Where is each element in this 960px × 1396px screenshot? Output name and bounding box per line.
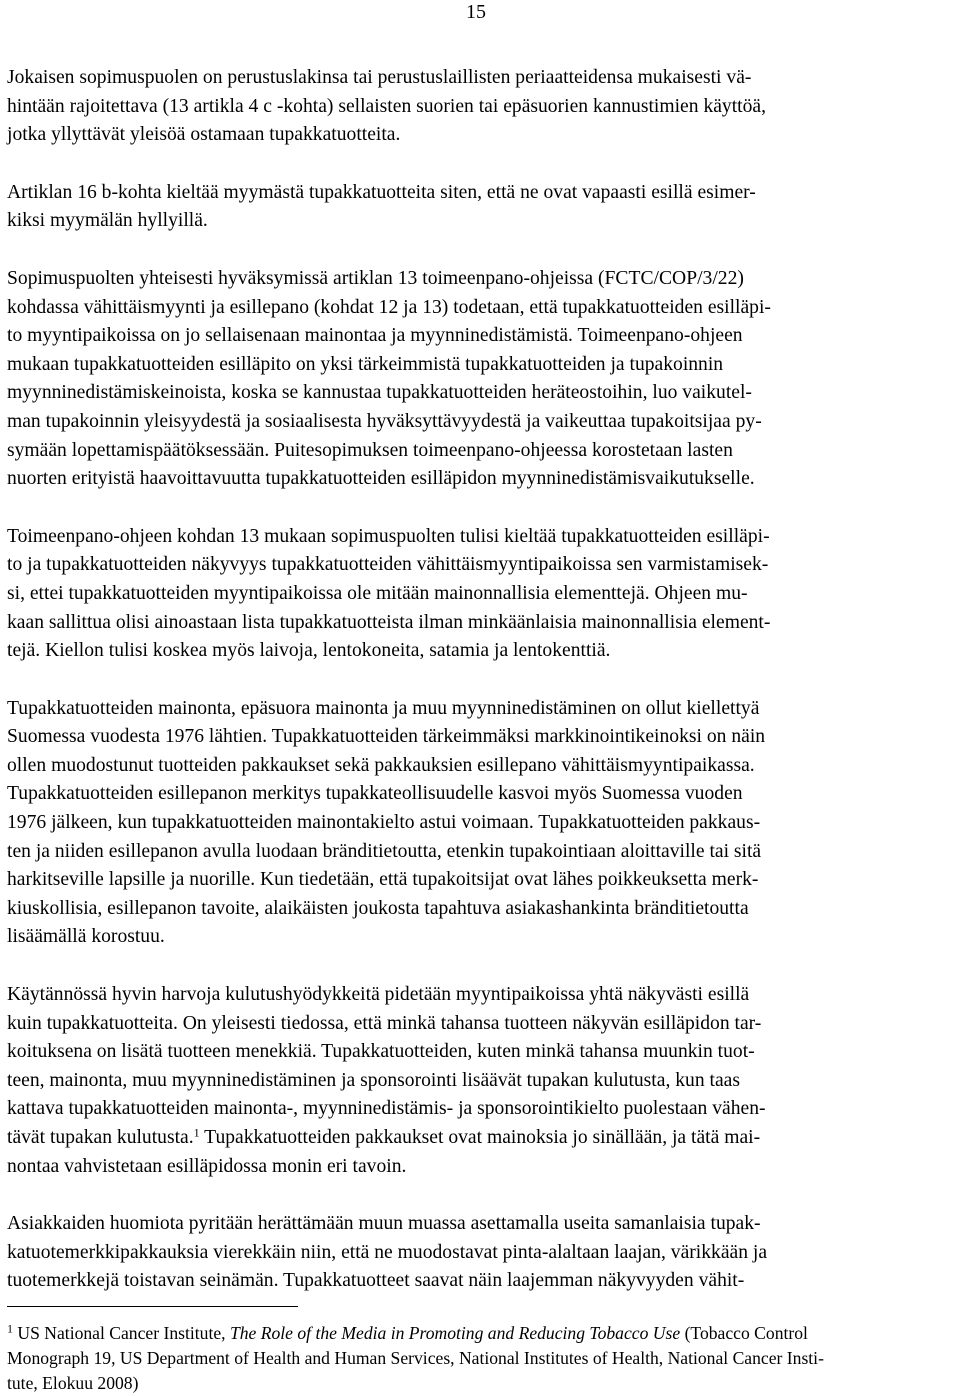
- text-line: kohdassa vähittäismyynti ja esillepano (kohdat 12 ja 13) todetaan, että tupakkatuotteiden esilläpi-: [7, 296, 771, 318]
- footnote-cited-title: The Role of the Media in Promoting and Reducing Tobacco Use: [229, 1323, 681, 1343]
- paragraph-4: [7, 523, 949, 666]
- paragraph-7: [7, 1210, 949, 1296]
- text-segment: tävät tupakan kulutusta.: [7, 1127, 194, 1148]
- text-line: nontaa vahvistetaan esilläpidossa monin eri tavoin.: [7, 1155, 407, 1177]
- text-line: Toimeenpano-ohjeen kohdan 13 mukaan sopimuspuolten tulisi kieltää tupakkatuotteiden esilläpi-: [7, 525, 770, 547]
- text-line: Jokaisen sopimuspuolen on perustuslakinsa tai perustuslaillisten periaatteidensa mukaisesti vä-: [7, 67, 752, 88]
- footnote-reference: 1: [193, 1125, 200, 1140]
- text-line: nuorten erityistä haavoittavuutta tupakkatuotteiden esilläpidon myynninedistämisvaikutukselle.: [7, 468, 755, 490]
- paragraph-1: [7, 64, 949, 150]
- text-line: tejä. Kiellon tulisi koskea myös laivoja, lentokoneita, satamia ja lentokenttiä.: [7, 640, 611, 662]
- text-line: mukaan tupakkatuotteiden esilläpito on yksi tärkeimmistä tupakkatuotteiden ja tupakoinnin: [7, 353, 724, 375]
- paragraph-6: [7, 981, 949, 1181]
- text-segment: Tupakkatuotteiden pakkaukset ovat mainoksia jo sinällään, ja tätä mai-: [199, 1127, 761, 1148]
- footnote-line: Monograph 19, US Department of Health and Human Services, National Institutes of Health, National Cancer Insti-: [7, 1348, 824, 1368]
- text-line: to ja tupakkatuotteiden näkyvyys tupakkatuotteiden vähittäismyyntipaikoissa sen varmistamisek-: [7, 554, 769, 576]
- text-line: koituksena on lisätä tuotteen menekkiä. Tupakkatuotteiden, kuten minkä tahansa muunkin tuot-: [7, 1041, 755, 1063]
- text-line: myynninedistämiskeinoista, koska se kannustaa tupakkatuotteiden heräteostoihin, luo vaikutel-: [7, 382, 752, 404]
- text-line: symään lopettamispäätöksessään. Puitesopimuksen toimeenpano-ohjeessa korostetaan lasten: [7, 439, 733, 461]
- text-line: kiuskollisia, esillepanon tavoite, alaikäisten joukosta tapahtuva asiakashankinta bränditietoutta: [7, 897, 749, 919]
- footnote-line: [7, 1321, 949, 1346]
- text-line: harkitseville lapsille ja nuorille. Kun tiedetään, että tupakoitsijat ovat lähes poikkeuksetta merk-: [7, 869, 759, 891]
- text-line: Suomessa vuodesta 1976 lähtien. Tupakkatuotteiden tärkeimmäksi markkinointikeinoksi on näin: [7, 726, 766, 748]
- text-line-with-note: [7, 1124, 949, 1153]
- text-line: Artiklan 16 b-kohta kieltää myymästä tupakkatuotteita siten, että ne ovat vapaasti esillä esimer-: [7, 181, 756, 203]
- text-line: Asiakkaiden huomiota pyritään herättämään muun muassa asettamalla useita samanlaisia tupak-: [7, 1213, 761, 1235]
- body-text: [7, 64, 949, 1325]
- text-line: man tupakoinnin yleisyydestä ja sosiaalisesta hyväksyttävyydestä ja vaikeuttaa tupakoitsijaa py-: [7, 410, 762, 432]
- text-line: teen, mainonta, muu myynninedistäminen ja sponsorointi lisäävät tupakan kulutusta, kun taas: [7, 1069, 740, 1091]
- text-line: kiksi myymälän hyllyillä.: [7, 210, 208, 232]
- page-number: 15: [466, 1, 486, 23]
- text-line: to myyntipaikoissa on jo sellaisenaan mainontaa ja myynninedistämistä. Toimeenpano-ohjeen: [7, 325, 743, 347]
- paragraph-5: [7, 695, 949, 952]
- footnote: [7, 1321, 949, 1396]
- text-line: ollen muodostunut tuotteiden pakkaukset sekä pakkauksien esillepano vähittäismyyntipaikassa.: [7, 754, 755, 776]
- text-line: tuotemerkkejä toistavan seinämän. Tupakkatuotteet saavat näin laajemman näkyvyyden vähit-: [7, 1270, 745, 1292]
- footnote-line: tute, Elokuu 2008): [7, 1373, 139, 1393]
- footnote-marker: 1: [7, 1321, 13, 1336]
- text-line: kattava tupakkatuotteiden mainonta-, myynninedistämis- ja sponsorointikielto puolestaan vähen-: [7, 1098, 766, 1120]
- text-line: lisäämällä korostuu.: [7, 926, 165, 948]
- text-line: katuotemerkkipakkauksia vierekkäin niin, että ne muodostavat pinta-alaltaan laajan, värikkään ja: [7, 1241, 768, 1263]
- text-line: Käytännössä hyvin harvoja kulutushyödykkeitä pidetään myyntipaikoissa yhtä näkyvästi esillä: [7, 984, 750, 1006]
- text-line: kuin tupakkatuotteita. On yleisesti tiedossa, että minkä tahansa tuotteen näkyvän esilläpidon tar-: [7, 1012, 762, 1034]
- footnote-separator: [7, 1306, 298, 1307]
- text-line: si, ettei tupakkatuotteiden myyntipaikoissa ole mitään mainonnallisia elementtejä. Ohjeen mu-: [7, 582, 748, 604]
- footnote-text: (Tobacco Control: [680, 1323, 808, 1343]
- paragraph-3: [7, 265, 949, 494]
- text-line: Tupakkatuotteiden mainonta, epäsuora mainonta ja muu myynninedistäminen on ollut kiellettyä: [7, 697, 760, 719]
- text-line: kaan sallittua olisi ainoastaan lista tupakkatuotteista ilman minkäänlaisia mainonnallisia element-: [7, 611, 771, 633]
- text-line: hintään rajoitettava (13 artikla 4 c -kohta) sellaisten suorien tai epäsuorien kannustimien käyttöä,: [7, 95, 767, 117]
- text-line: ten ja niiden esillepanon avulla luodaan bränditietoutta, etenkin tupakointiaan aloittaville tai sitä: [7, 840, 762, 862]
- footnote-text: US National Cancer Institute,: [13, 1323, 230, 1343]
- text-line: 1976 jälkeen, kun tupakkatuotteiden mainontakielto astui voimaan. Tupakkatuotteiden pakkaus-: [7, 812, 761, 834]
- text-line: Tupakkatuotteiden esillepanon merkitys tupakkateollisuudelle kasvoi myös Suomessa vuoden: [7, 783, 743, 805]
- paragraph-2: [7, 179, 949, 236]
- text-line: jotka yllyttävät yleisöä ostamaan tupakkatuotteita.: [7, 124, 401, 146]
- text-line: Sopimuspuolten yhteisesti hyväksymissä artiklan 13 toimeenpano-ohjeissa (FCTC/COP/3/22): [7, 267, 744, 289]
